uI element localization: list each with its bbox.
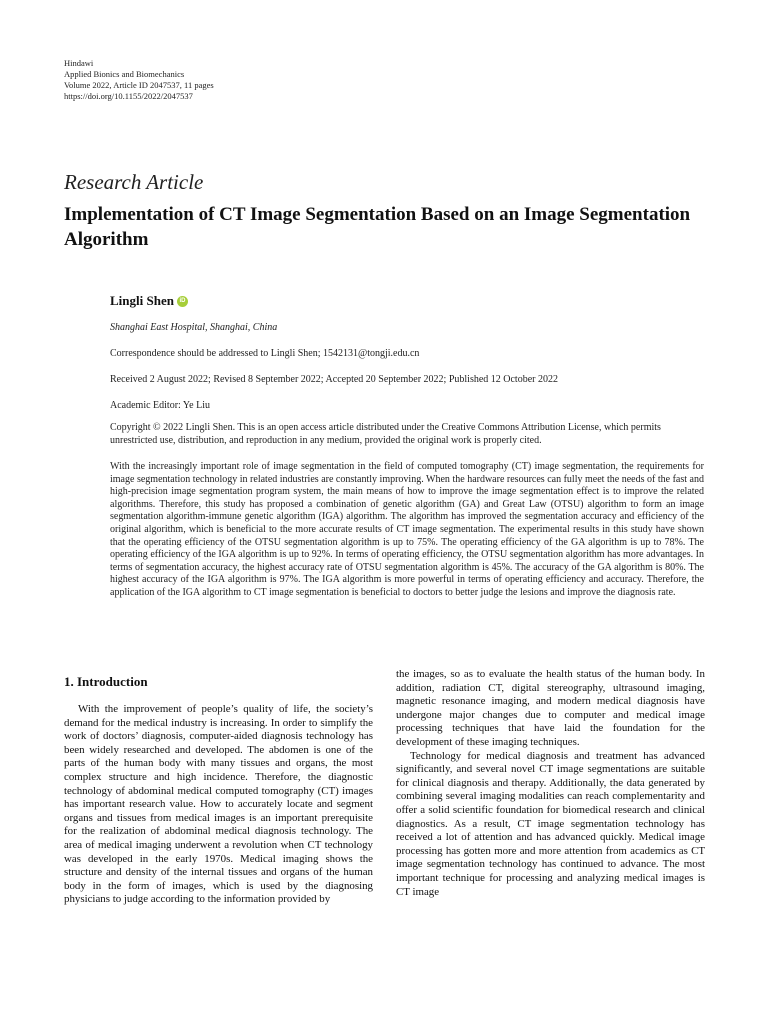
body-paragraph: Technology for medical diagnosis and treatment has advanced significantly, and several novel CT image segmentations are suitable for clinical diagnosis and therapy. Additionally, the data generated by combining several imaging modalities can reach complementarity and offer a solid scientific foundation for biomedical research and clinical diagnostics. As a result, CT image segmentation technology has received a lot of attention and has advanced quickly. Medical image processing has gotten more and more attention from academics as CT image segmentation technology has continued to advance. The most important technique for processing and analyzing medical images is CT image [396, 749, 705, 898]
journal-header [64, 58, 214, 102]
publication-dates: Received 2 August 2022; Revised 8 September 2022; Accepted 20 September 2022; Published 12 October 2022 [110, 374, 558, 385]
orcid-icon[interactable]: iD [177, 296, 188, 307]
body-paragraph: the images, so as to evaluate the health status of the human body. In addition, radiation CT, digital stereography, ultrasound imaging, magnetic resonance imaging, and modern medical diagnosis have undergone major changes due to computer and medical image processing techniques that have laid the foundation for the development of these imaging techniques. [396, 668, 705, 748]
body-paragraph: With the improvement of people’s quality of life, the society’s demand for the medical industry is increasing. In order to simplify the work of doctors’ diagnosis, computer-aided diagnosis technology has been widely researched and developed. The abdomen is one of the parts of the human body with many tissues and organs, the most complex structure and high incidence. Therefore, the diagnostic technology of abdominal medical computed tomography (CT) images has important research value. How to accurately locate and segment organs and tissues from medical images is an important prerequisite for the realization of abdominal medical diagnosis technology. The area of medical imaging underwent a revolution when CT technology was developed in the early 1970s. Medical imaging shows the structure and density of the internal tissues and organs of the human body in the form of images, which is used by the diagnosing physicians to judge according to the information provided by [64, 703, 373, 906]
introduction-left-column [64, 703, 373, 907]
author-name: Lingli Shen [110, 293, 174, 308]
article-type: Research Article [64, 170, 204, 194]
introduction-heading: 1. Introduction [64, 674, 148, 689]
doi-link[interactable]: https://doi.org/10.1155/2022/2047537 [64, 91, 193, 101]
publisher-name: Hindawi [64, 58, 94, 68]
volume-info: Volume 2022, Article ID 2047537, 11 pages [64, 80, 214, 90]
journal-name: Applied Bionics and Biomechanics [64, 69, 185, 79]
author-affiliation: Shanghai East Hospital, Shanghai, China [110, 322, 278, 333]
introduction-right-column [396, 668, 705, 899]
abstract: With the increasingly important role of image segmentation in the field of computed tomography (CT) image segmentation, the requirements for image segmentation technology in related industries are constantly improving. When the hardware resources can fully meet the needs of the fast and high-precision image segmentation program system, the main means of how to improve the image segmentation effect is to improve the related algorithms. Therefore, this study has proposed a combination of genetic algorithm (GA) and Great Law (OTSU) algorithm to form an image segmentation algorithm-immune genetic algorithm (IGA) algorithm. The algorithm has improved the segmentation accuracy and efficiency of the original algorithm, which is beneficial to the more accurate results of CT image segmentation. The experimental results in this study have shown that the operating efficiency of the OTSU segmentation algorithm is up to 75%. The operating efficiency of the GA algorithm is up to 78%. The operating efficiency of the IGA algorithm is up to 92%. In terms of operating efficiency, the OTSU segmentation algorithm has more advantages. In terms of segmentation accuracy, the highest accuracy rate of OTSU segmentation algorithm is 45%. The accuracy of the GA algorithm is 80%. The highest accuracy of the IGA algorithm is 97%. The IGA algorithm is more powerful in terms of operating efficiency and accuracy. Therefore, the application of the IGA algorithm to CT image segmentation is beneficial to doctors to better judge the lesions and improve the diagnosis rate. [110, 461, 704, 598]
correspondence: Correspondence should be addressed to Lingli Shen; 1542131@tongji.edu.cn [110, 348, 420, 359]
copyright-notice: Copyright © 2022 Lingli Shen. This is an open access article distributed under the Creative Commons Attribution License, which permits unrestricted use, distribution, and reproduction in any medium, provided the original work is properly cited. [110, 422, 661, 446]
academic-editor: Academic Editor: Ye Liu [110, 400, 210, 411]
paper-title: Implementation of CT Image Segmentation Based on an Image Segmentation Algorithm [64, 204, 691, 250]
author-line [110, 293, 188, 309]
